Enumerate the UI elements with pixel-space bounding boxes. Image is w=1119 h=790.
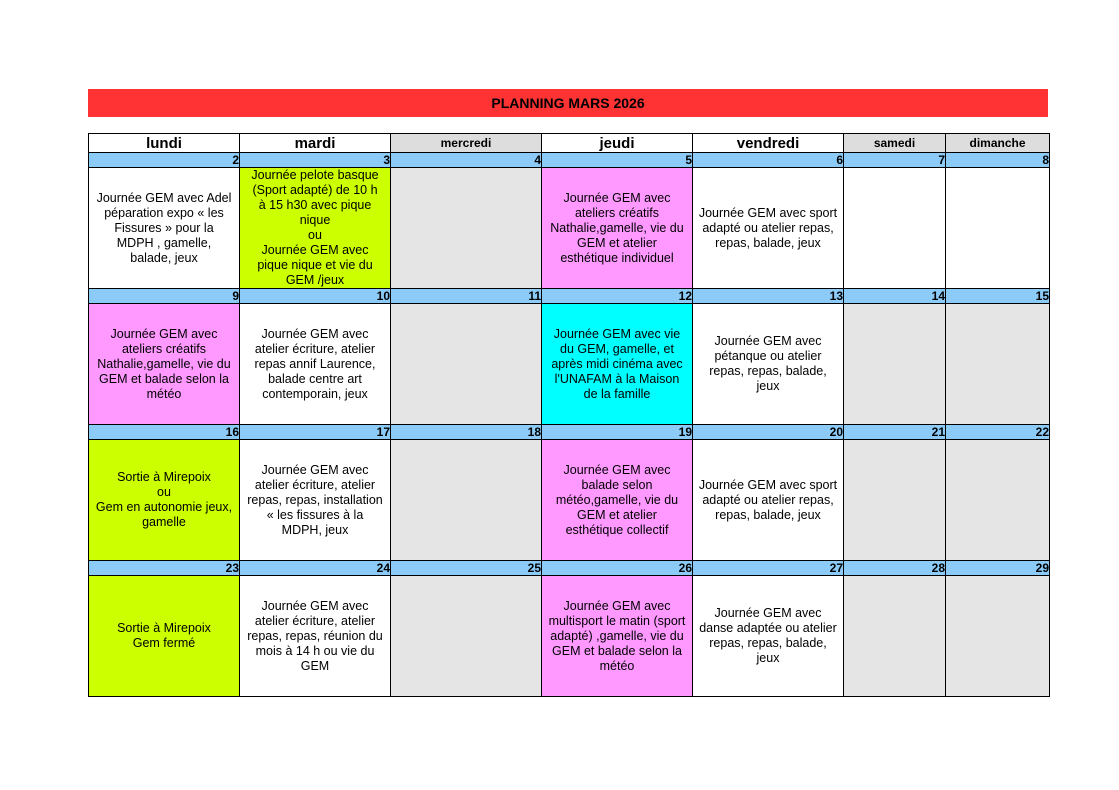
activity-cell [240,440,391,561]
weekday-header-vendredi: vendredi [693,134,844,153]
activity-cell [693,168,844,289]
activity-text: Journée GEM avec atelier écriture, atelier repas, repas, installation « les fissures à la MDPH, jeux [247,462,383,537]
calendar-table [88,133,1050,697]
weekday-header-mercredi: mercredi [391,134,542,153]
week-3-date-row [89,425,1050,440]
date-number: 15 [946,289,1050,304]
activity-cell-empty [946,576,1050,697]
activity-cell-empty [946,168,1050,289]
activity-cell-empty [391,576,542,697]
activity-cell [240,576,391,697]
activity-cell [240,304,391,425]
activity-cell [89,168,240,289]
date-number: 7 [844,153,946,168]
activity-text: Journée GEM avec atelier écriture, atelier repas annif Laurence, balade centre art contemporain, jeux [254,326,376,401]
date-number: 2 [89,153,240,168]
week-3-activity-row [89,440,1050,561]
week-1-activity-row [89,168,1050,289]
date-number: 29 [946,561,1050,576]
date-number: 28 [844,561,946,576]
date-number: 25 [391,561,542,576]
activity-cell [542,304,693,425]
activity-text: Journée GEM avec balade selon météo,gamelle, vie du GEM et atelier esthétique collectif [555,462,679,537]
activity-text: Journée GEM avec ateliers créatifs Nathalie,gamelle, vie du GEM et balade selon la météo [97,326,231,401]
date-number: 6 [693,153,844,168]
weekday-header-row [89,134,1050,153]
date-number: 24 [240,561,391,576]
date-number: 14 [844,289,946,304]
activity-cell [89,304,240,425]
activity-text: Journée GEM avec sport adapté ou atelier repas, repas, balade, jeux [698,205,838,250]
activity-text: Journée GEM avec vie du GEM, gamelle, et après midi cinéma avec l'UNAFAM à la Maison de la famille [551,326,683,401]
week-4-activity-row [89,576,1050,697]
activity-cell [693,304,844,425]
date-number: 26 [542,561,693,576]
date-number: 9 [89,289,240,304]
activity-cell-empty [844,168,946,289]
date-number: 10 [240,289,391,304]
activity-text: Journée GEM avec ateliers créatifs Nathalie,gamelle, vie du GEM et atelier esthétique individuel [550,190,684,265]
activity-cell-empty [946,304,1050,425]
activity-cell [240,168,391,289]
activity-text: Journée GEM avec atelier écriture, atelier repas, repas, réunion du mois à 14 h ou vie du GEM [247,598,383,673]
date-number: 23 [89,561,240,576]
date-number: 8 [946,153,1050,168]
date-number: 22 [946,425,1050,440]
date-number: 11 [391,289,542,304]
date-number: 17 [240,425,391,440]
date-number: 3 [240,153,391,168]
activity-cell [542,440,693,561]
planning-title: PLANNING MARS 2026 [88,89,1048,117]
weekday-header-jeudi: jeudi [542,134,693,153]
weekday-header-mardi: mardi [240,134,391,153]
activity-cell-empty [844,304,946,425]
activity-cell [89,440,240,561]
activity-cell [542,576,693,697]
activity-cell-empty [391,304,542,425]
activity-cell-empty [391,168,542,289]
activity-cell [693,576,844,697]
activity-cell [89,576,240,697]
activity-text: Journée GEM avec pétanque ou atelier repas, repas, balade, jeux [709,334,827,393]
activity-cell-empty [844,576,946,697]
weekday-header-dimanche: dimanche [946,134,1050,153]
weekday-header-samedi: samedi [844,134,946,153]
activity-text: Sortie à Mirepoix Gem fermé [117,621,211,650]
week-4-date-row [89,561,1050,576]
date-number: 20 [693,425,844,440]
weekday-header-lundi: lundi [89,134,240,153]
activity-cell-empty [844,440,946,561]
activity-cell-empty [946,440,1050,561]
activity-text: Journée GEM avec Adel péparation expo « les Fissures » pour la MDPH , gamelle, balade, jeux [96,190,232,265]
week-1-date-row [89,153,1050,168]
date-number: 5 [542,153,693,168]
date-number: 16 [89,425,240,440]
date-number: 21 [844,425,946,440]
week-2-activity-row [89,304,1050,425]
date-number: 4 [391,153,542,168]
activity-cell [542,168,693,289]
activity-text: Journée GEM avec sport adapté ou atelier repas, repas, balade, jeux [698,477,838,522]
date-number: 12 [542,289,693,304]
date-number: 13 [693,289,844,304]
date-number: 18 [391,425,542,440]
activity-text: Sortie à Mirepoix ou Gem en autonomie jeux, gamelle [95,470,233,529]
week-2-date-row [89,289,1050,304]
date-number: 19 [542,425,693,440]
activity-text: Journée GEM avec danse adaptée ou atelier repas, repas, balade, jeux [699,606,837,665]
date-number: 27 [693,561,844,576]
activity-text: Journée GEM avec multisport le matin (sport adapté) ,gamelle, vie du GEM et balade selon la météo [548,598,686,673]
activity-cell [693,440,844,561]
activity-cell-empty [391,440,542,561]
activity-text: Journée pelote basque (Sport adapté) de 10 h à 15 h30 avec pique nique ou Journée GEM avec pique nique et vie du GEM /jeux [251,168,379,287]
